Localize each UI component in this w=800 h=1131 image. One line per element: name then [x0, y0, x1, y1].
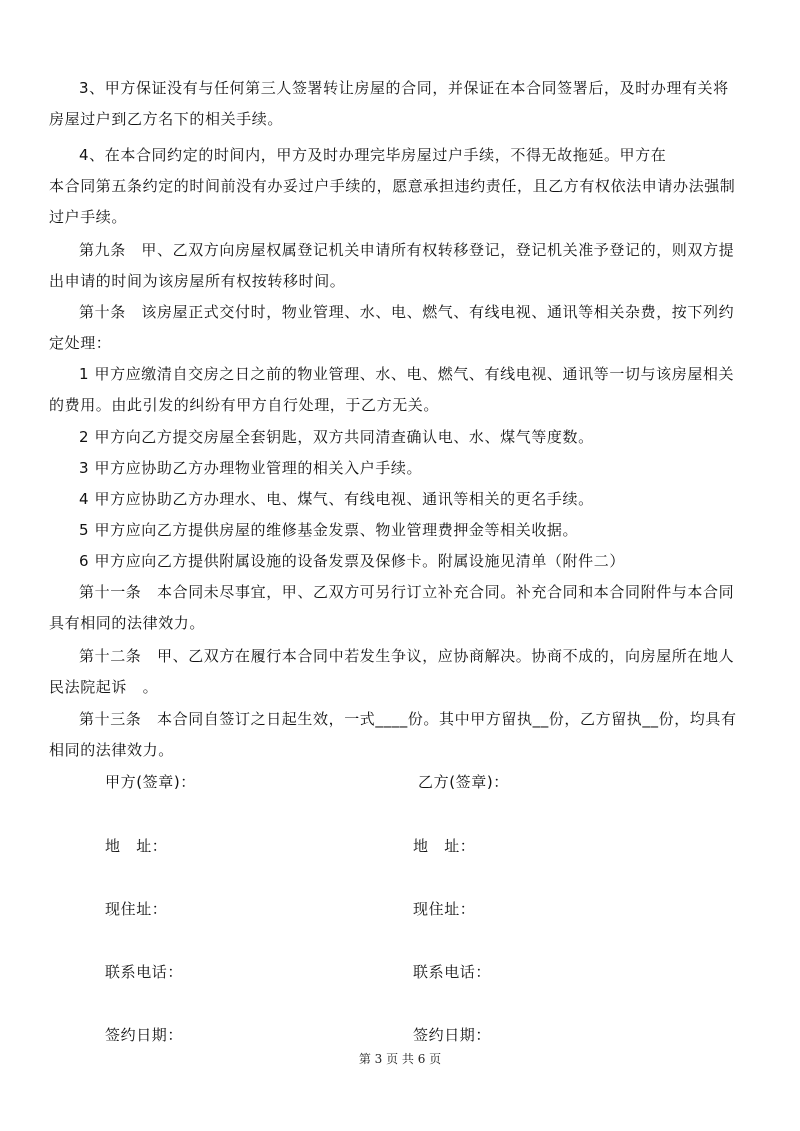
clause-3-paragraph [49, 73, 755, 135]
text-line: 的费用。由此引发的纠纷有甲方自行处理，于乙方无关。 [49, 396, 440, 414]
text-line: 第十条 该房屋正式交付时，物业管理、水、电、燃气、有线电视、通讯等相关杂费，按下列约 [79, 303, 735, 321]
party-a-phone-label: 联系电话： [105, 963, 184, 981]
text-line: 本合同第五条约定的时间前没有办妥过户手续的，愿意承担违约责任，且乙方有权依法申请办法强制 [49, 177, 736, 195]
party-a-address-label: 地 址： [105, 837, 168, 855]
article-13-paragraph [49, 704, 755, 766]
page-number-footer: 第 3 页 共 6 页 [358, 1052, 442, 1066]
text-line: 1 甲方应缴清自交房之日之前的物业管理、水、电、燃气、有线电视、通讯等一切与该房屋相关 [79, 365, 735, 383]
text-line: 第十一条 本合同未尽事宜，甲、乙双方可另行订立补充合同。补充合同和本合同附件与本合同 [79, 583, 735, 601]
text-line: 房屋过户到乙方名下的相关手续。 [49, 110, 284, 128]
party-a-date-label: 签约日期： [105, 1026, 184, 1044]
text-line: 具有相同的法律效力。 [49, 614, 206, 632]
text-line: 第十二条 甲、乙双方在履行本合同中若发生争议，应协商解决。协商不成的，向房屋所在地人 [79, 647, 735, 665]
party-b-date-label: 签约日期： [413, 1026, 492, 1044]
text-line: 3 甲方应协助乙方办理物业管理的相关入户手续。 [79, 459, 423, 477]
text-line: 出申请的时间为该房屋所有权按转移时间。 [49, 272, 346, 290]
article-10-paragraph [49, 297, 755, 359]
text-line: 第九条 甲、乙双方向房屋权属登记机关申请所有权转移登记，登记机关准予登记的，则双方提 [79, 241, 735, 259]
article-10-item-2 [49, 422, 755, 453]
clause-4-paragraph [49, 140, 755, 233]
text-line: 3、甲方保证没有与任何第三人签署转让房屋的合同，并保证在本合同签署后，及时办理有关将 [79, 79, 729, 97]
text-line: 4、在本合同约定的时间内，甲方及时办理完毕房屋过户手续，不得无故拖延。甲方在 [79, 146, 667, 164]
text-line: 5 甲方应向乙方提供房屋的维修基金发票、物业管理费押金等相关收据。 [79, 521, 579, 539]
article-11-paragraph [49, 577, 755, 639]
text-line: 民法院起诉 。 [49, 678, 159, 696]
article-10-item-1 [49, 359, 755, 421]
article-10-item-4 [49, 484, 755, 515]
text-line: 4 甲方应协助乙方办理水、电、煤气、有线电视、通讯等相关的更名手续。 [79, 490, 594, 508]
party-a-current-address-label: 现住址： [105, 900, 168, 918]
party-b-current-address-label: 现住址： [413, 900, 476, 918]
party-b-phone-label: 联系电话： [413, 963, 492, 981]
article-10-item-5 [49, 515, 755, 546]
text-line: 定处理： [49, 334, 112, 352]
article-9-paragraph [49, 235, 755, 297]
article-10-item-3 [49, 453, 755, 484]
article-10-item-6 [49, 546, 755, 577]
text-line: 6 甲方应向乙方提供附属设施的设备发票及保修卡。附属设施见清单（附件二） [79, 552, 625, 570]
party-b-seal-label: 乙方(签章)： [418, 773, 509, 791]
text-line: 过户手续。 [49, 208, 128, 226]
party-a-seal-label: 甲方(签章)： [105, 773, 196, 791]
text-line: 第十三条 本合同自签订之日起生效，一式____份。其中甲方留执__份，乙方留执__份，均具有 [79, 710, 737, 728]
article-12-paragraph [49, 641, 755, 703]
party-b-address-label: 地 址： [413, 837, 476, 855]
text-line: 相同的法律效力。 [49, 741, 174, 759]
text-line: 2 甲方向乙方提交房屋全套钥匙，双方共同清查确认电、水、煤气等度数。 [79, 428, 594, 446]
